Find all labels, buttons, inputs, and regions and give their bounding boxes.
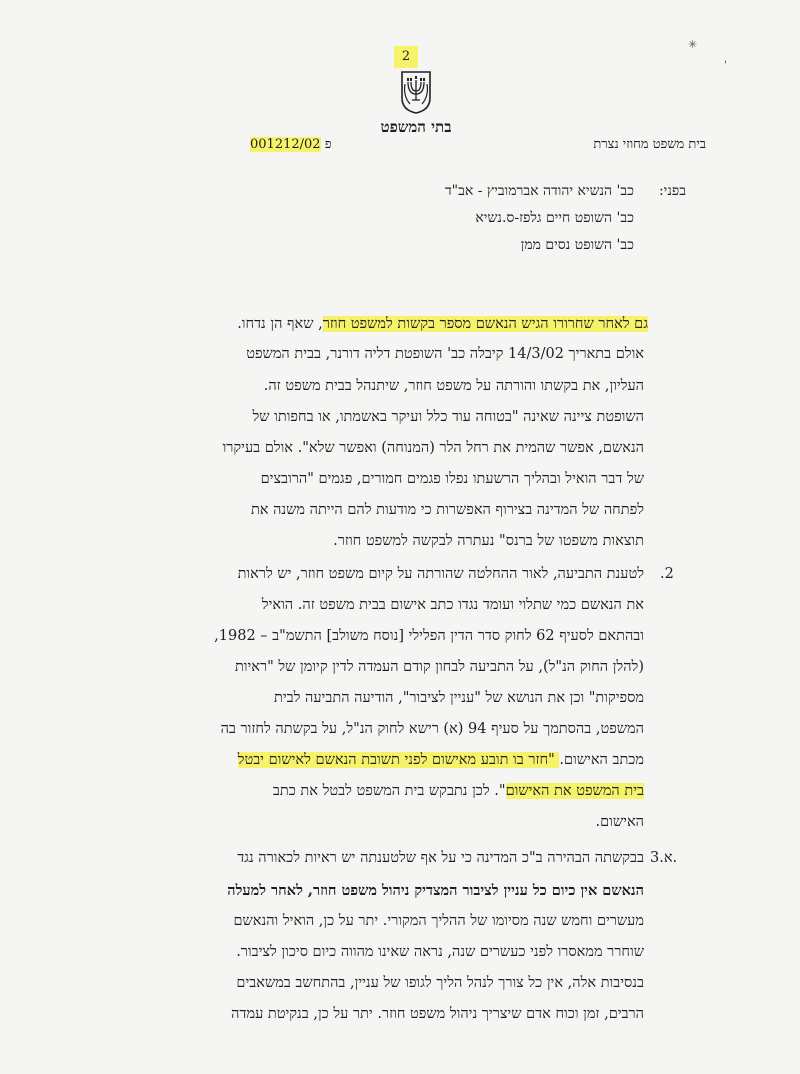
- corner-mark: ✳: [688, 38, 698, 51]
- judge-2: כב' השופט חיים גלפז-ס.נשיא: [475, 210, 634, 226]
- judge-1: כב' הנשיא יהודה אברמוביץ - אב"ד: [444, 183, 634, 199]
- p2-line-7: [238, 752, 644, 769]
- panel-before-label: בפני:: [658, 183, 686, 199]
- p3-line-5: בנסיבות אלה, אין כל צורך לנהל הליך לגופו של עניין, בהתחשב במשאבים: [236, 975, 644, 991]
- p2-line-7-start: מכתב האישום.: [559, 752, 644, 768]
- p1-line-5: הנאשם, אפשר שהמית את רחל הלר (המנוחה) ואפשר שלא". אולם בעיקרו: [222, 440, 644, 456]
- corner-tick: ': [724, 60, 727, 71]
- p2-line-2: את הנאשם כמי שתלוי ועומד נגדו כתב אישום בבית משפט זה. הואיל: [261, 597, 644, 613]
- p1-line-1-highlight: גם לאחר שחרורו הגיש הנאשם מספר בקשות למשפט חוזר: [322, 316, 648, 332]
- p2-line-8: [273, 783, 644, 800]
- p3-line-2: הנאשם אין כיום כל עניין לציבור המצדיק ניהול משפט חוזר, לאחר למעלה: [227, 882, 644, 899]
- p1-line-4: השופטת ציינה שאינה "בטוחה עוד כלל ועיקר באשמתו, או בחפותו של: [252, 409, 644, 425]
- district-court-name: בית משפט מחוזי נצרת: [593, 137, 706, 152]
- p2-line-9: האישום.: [595, 814, 644, 830]
- p1-line-8: תוצאות משפטו של ברנס" נעתרה לבקשה למשפט חוזר.: [333, 533, 644, 549]
- state-emblem-icon: [398, 70, 434, 114]
- p2-quote-highlight: "חזר בו תובע מאישום לפני תשובת הנאשם לאישום יבטל: [237, 752, 560, 768]
- p1-line-1: [237, 316, 648, 333]
- p1-line-1-rest: , שאף הן נדחו.: [237, 316, 323, 332]
- case-number: 001212/02: [250, 137, 321, 152]
- p2-line-3: ובהתאם לסעיף 62 לחוק סדר הדין הפלילי [נוסח משולב] התשמ"ב – 1982,: [214, 628, 644, 644]
- p2-number: .2: [660, 566, 674, 582]
- p2-line-1: לטענת התביעה, לאור ההחלטה שהורתה על קיום משפט חוזר, יש לראות: [237, 566, 644, 582]
- p3-number: 3.א.: [650, 850, 678, 866]
- case-number-line: [250, 136, 332, 152]
- p1-line-2: אולם בתאריך 14/3/02 קיבלה כב' השופטת דליה דורנר, בבית המשפט: [246, 346, 644, 362]
- p2-line-6: המשפט, בהסתמך על סעיף 94 (א) רישא לחוק הנ"ל, על בקשתה לחזור בה: [220, 721, 644, 737]
- p2-quote-highlight-2: בית המשפט את האישום: [505, 783, 644, 799]
- p3-line-6: הרבים, זמן וכוח אדם שיצריך ניהול משפט חוזר. יתר על כן, בנקיטת עמדה: [231, 1006, 644, 1022]
- p2-line-4: (להלן החוק הנ"ל), על התביעה לבחון קודם העמדה לדין קיומן של "ראיות: [234, 659, 644, 675]
- court-title: בתי המשפט: [380, 118, 452, 136]
- p1-line-6: של דבר הואיל ובהליך הרשעתו נפלו פגמים חמורים, פגמים "הרובצים: [260, 471, 644, 487]
- page-number: 2: [394, 46, 418, 68]
- case-prefix: פ: [324, 137, 332, 152]
- p2-line-5: מספיקות" וכן את הנושא של "עניין לציבור", הודיעה התביעה לבית: [273, 690, 644, 706]
- p1-line-7: לפתחה של המדינה בצירוף האפשרות כי מודעות להם הייתה משנה את: [250, 502, 644, 518]
- p3-line-1: בבקשתה הבהירה ב"כ המדינה כי על אף שלטענתה יש ראיות לכאורה נגד: [237, 850, 644, 866]
- p2-line-8-rest: ". לכן נתבקש בית המשפט לבטל את כתב: [272, 783, 506, 799]
- p3-line-3: מעשרים וחמש שנה מסיומו של ההליך המקורי. יתר על כן, הואיל והנאשם: [233, 913, 644, 929]
- judge-3: כב' השופט נסים ממן: [520, 237, 634, 253]
- p1-line-3: העליון, את בקשתו והורתה על משפט חוזר, שיתנהל בבית משפט זה.: [263, 378, 644, 394]
- p3-line-4: שוחרר ממאסרו לפני כעשרים שנה, נראה שאינו מהווה כיום סיכון לציבור.: [236, 944, 644, 960]
